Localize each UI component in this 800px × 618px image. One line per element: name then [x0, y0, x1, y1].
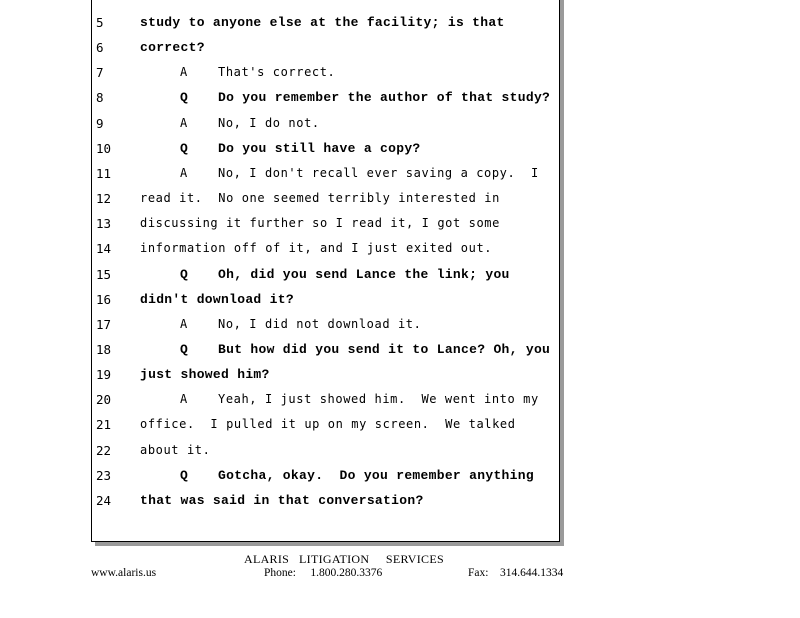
- question-text: Do you remember the author of that study?: [218, 90, 551, 106]
- answer-text: No, I don't recall ever saving a copy. I: [218, 165, 539, 180]
- line-number: 24: [96, 492, 112, 508]
- transcript-line: [92, 161, 552, 186]
- answer-text: read it. No one seemed terribly interested in: [140, 191, 500, 206]
- line-number: 19: [96, 367, 112, 383]
- transcript-line: [92, 211, 552, 236]
- transcript-line: [92, 186, 552, 211]
- footer-website[interactable]: www.alaris.us: [91, 567, 157, 579]
- transcript-line: [92, 438, 552, 463]
- answer-text: No, I do not.: [218, 115, 320, 130]
- transcript-line: [92, 463, 552, 488]
- transcript-line: [92, 35, 552, 60]
- line-number: 13: [96, 216, 112, 232]
- line-number: 14: [96, 241, 112, 257]
- line-number: 9: [96, 115, 104, 131]
- answer-text: Yeah, I just showed him. We went into my: [218, 392, 539, 407]
- transcript-line: [92, 488, 552, 513]
- answer-label: A: [180, 316, 188, 331]
- transcript-line: [92, 312, 552, 337]
- line-number: 16: [96, 291, 112, 307]
- answer-text: office. I pulled it up on my screen. We talked: [140, 417, 516, 432]
- footer-company: ALARIS LITIGATION SERVICES: [244, 552, 444, 566]
- line-number: 8: [96, 90, 104, 106]
- line-number: 6: [96, 40, 104, 56]
- line-number: 5: [96, 15, 104, 30]
- transcript-line: [92, 60, 552, 85]
- question-label: Q: [180, 140, 189, 156]
- question-label: Q: [180, 467, 189, 483]
- answer-text: information off of it, and I just exited out.: [140, 241, 493, 256]
- transcript-line: [92, 236, 552, 261]
- question-label: Q: [180, 341, 189, 357]
- transcript-page: [91, 0, 560, 542]
- transcript-line: [92, 136, 552, 161]
- transcript-line: [92, 362, 552, 387]
- answer-label: A: [180, 115, 188, 130]
- answer-text: about it.: [140, 442, 211, 457]
- answer-label: A: [180, 392, 188, 407]
- line-number: 10: [96, 140, 112, 156]
- transcript-line: [92, 10, 552, 35]
- line-number: 22: [96, 442, 112, 458]
- question-text: that was said in that conversation?: [140, 492, 424, 508]
- answer-text: That's correct.: [218, 65, 336, 80]
- question-text: just showed him?: [140, 367, 270, 383]
- question-label: Q: [180, 266, 189, 282]
- transcript-line: [92, 412, 552, 437]
- question-label: Q: [180, 90, 189, 106]
- line-number: 17: [96, 316, 112, 332]
- question-text: But how did you send it to Lance? Oh, you: [218, 341, 551, 357]
- footer-phone: Phone: 1.800.280.3376: [264, 567, 383, 579]
- answer-text: discussing it further so I read it, I got some: [140, 216, 500, 231]
- question-text: Oh, did you send Lance the link; you: [218, 266, 510, 282]
- transcript-line: [92, 262, 552, 287]
- question-text: correct?: [140, 40, 205, 56]
- question-text: didn't download it?: [140, 291, 294, 307]
- answer-text: No, I did not download it.: [218, 316, 422, 331]
- transcript-line: [92, 337, 552, 362]
- question-text: Gotcha, okay. Do you remember anything: [218, 467, 534, 483]
- transcript-line: [92, 111, 552, 136]
- line-number: 7: [96, 65, 104, 81]
- question-text: study to anyone else at the facility; is that: [140, 15, 505, 30]
- line-number: 15: [96, 266, 112, 282]
- line-number: 21: [96, 417, 112, 433]
- answer-label: A: [180, 165, 188, 180]
- transcript-line: [92, 85, 552, 110]
- line-number: 23: [96, 467, 112, 483]
- line-number: 18: [96, 341, 112, 357]
- transcript-line: [92, 387, 552, 412]
- transcript-line: [92, 287, 552, 312]
- line-number: 20: [96, 392, 112, 408]
- question-text: Do you still have a copy?: [218, 140, 421, 156]
- line-number: 12: [96, 191, 112, 207]
- footer-fax: Fax: 314.644.1334: [468, 567, 564, 579]
- line-number: 11: [96, 165, 112, 181]
- answer-label: A: [180, 65, 188, 80]
